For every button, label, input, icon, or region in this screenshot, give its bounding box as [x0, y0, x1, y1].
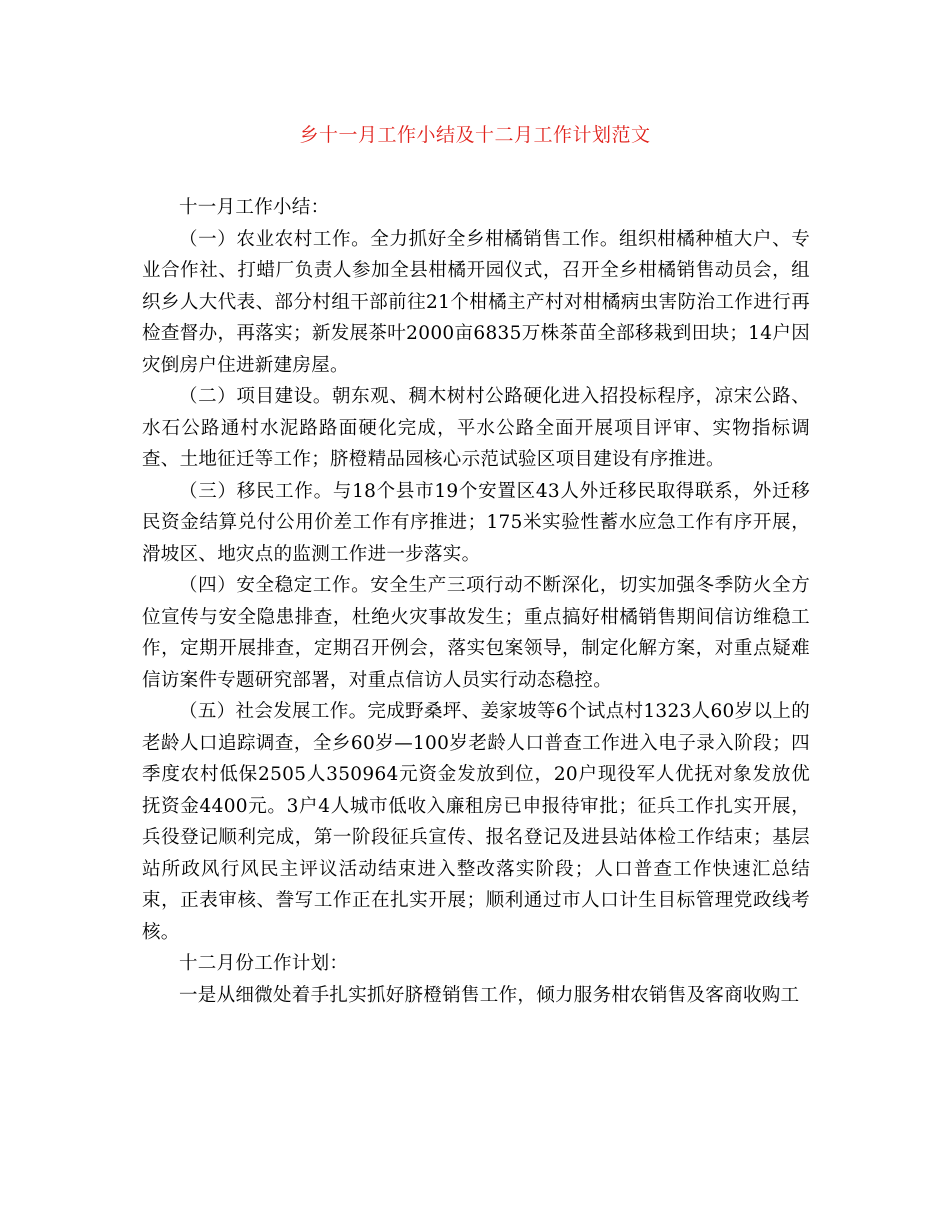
document-body	[142, 192, 810, 1011]
document-title: 乡十一月工作小结及十二月工作计划范文	[299, 124, 651, 146]
paragraph-social-development: （五）社会发展工作。完成野桑坪、姜家坡等6个试点村1323人60岁以上的老龄人口追踪调查，全乡60岁—100岁老龄人口普查工作进入电子录入阶段；四季度农村低保2505人350964元资金发放到位，20户现役军人优抚对象发放优抚资金4400元。3户4人城市低收入廉租房已申报待审批；征兵工作扎实开展，兵役登记顺利完成，第一阶段征兵宣传、报名登记及进县站体检工作结束；基层站所政风行风民主评议活动结束进入整改落实阶段；人口普查工作快速汇总结束，正表审核、誊写工作正在扎实开展；顺利通过市人口计生目标管理党政线考核。	[142, 701, 810, 943]
section-heading-december-plan: 十二月份工作计划：	[179, 953, 349, 974]
section-heading-november-summary: 十一月工作小结：	[179, 197, 330, 218]
paragraph-safety-stability: （四）安全稳定工作。安全生产三项行动不断深化，切实加强冬季防火全方位宣传与安全隐患排查，杜绝火灾事故发生；重点搞好柑橘销售期间信访维稳工作，定期开展排查，定期召开例会，落实包案领导，制定化解方案，对重点疑难信访案件专题研究部署，对重点信访人员实行动态稳控。	[142, 575, 810, 691]
paragraph-plan-item-1: 一是从细微处着手扎实抓好脐橙销售工作，倾力服务柑农销售及客商收购工	[179, 984, 800, 1006]
paragraph-agriculture: （一）农业农村工作。全力抓好全乡柑橘销售工作。组织柑橘种植大户、专业合作社、打蜡厂负责人参加全县柑橘开园仪式，召开全乡柑橘销售动员会，组织乡人大代表、部分村组干部前往21个柑橘主产村对柑橘病虫害防治工作进行再检查督办，再落实；新发展茶叶2000亩6835万株茶苗全部移栽到田块；14户因灾倒房户住进新建房屋。	[142, 228, 810, 376]
paragraph-project-construction: （二）项目建设。朝东观、稠木树村公路硬化进入招投标程序，凉宋公路、水石公路通村水泥路路面硬化完成，平水公路全面开展项目评审、实物指标调查、土地征迁等工作；脐橙精品园核心示范试验区项目建设有序推进。	[142, 386, 810, 470]
paragraph-migration: （三）移民工作。与18个县市19个安置区43人外迁移民取得联系，外迁移民资金结算兑付公用价差工作有序推进；175米实验性蓄水应急工作有序开展，滑坡区、地灾点的监测工作进一步落实。	[142, 480, 810, 565]
